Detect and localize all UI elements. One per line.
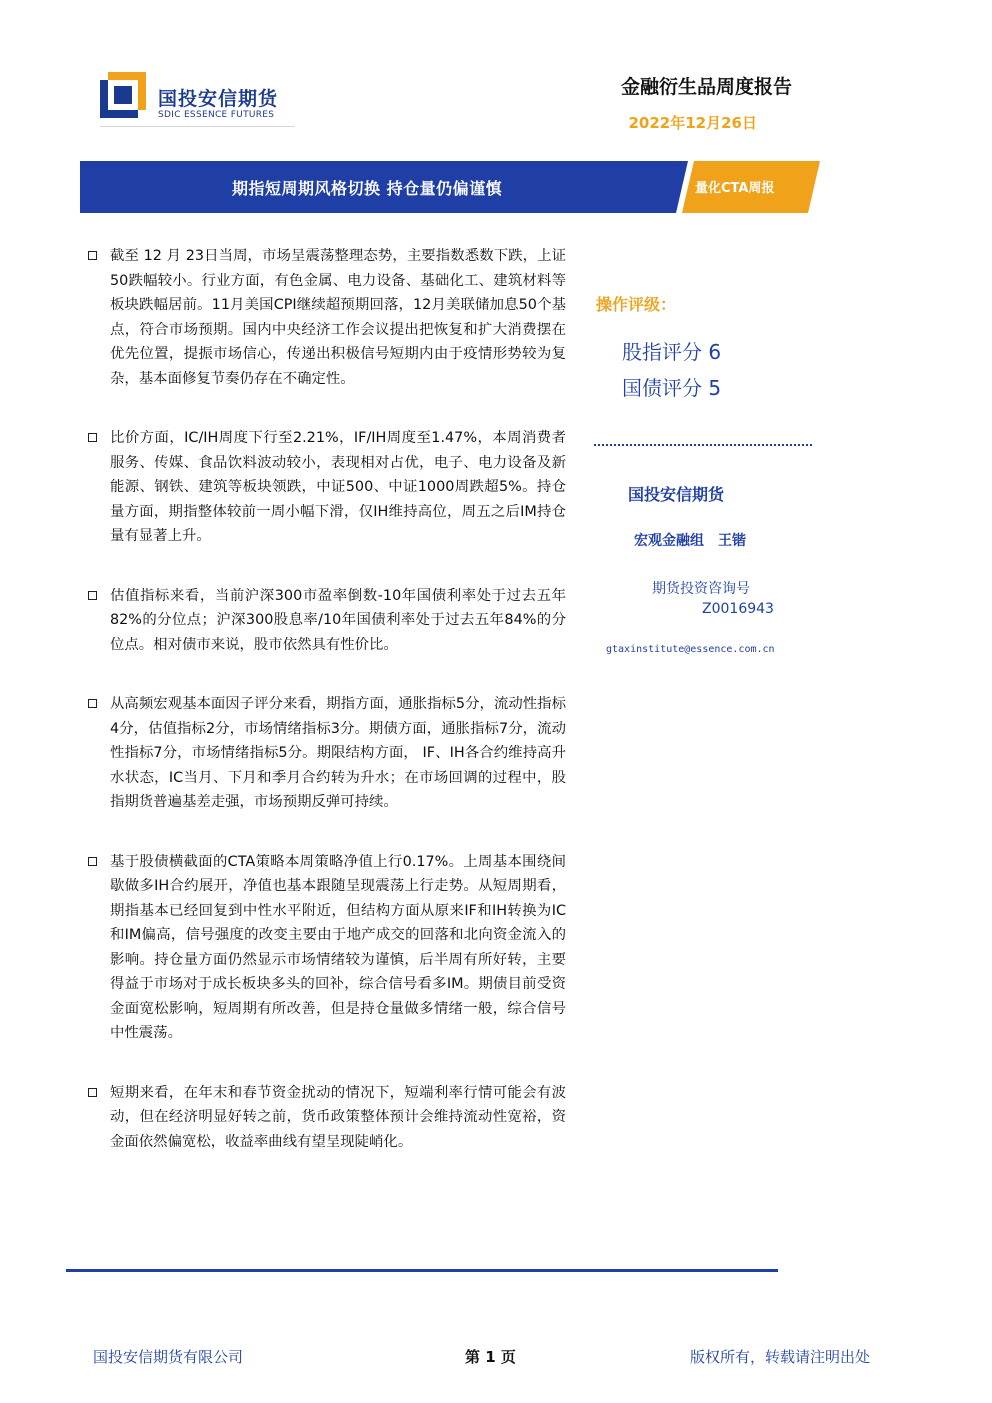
bond-rating: 国债评分 5	[622, 376, 722, 400]
main-content	[88, 244, 566, 1189]
paragraph	[88, 692, 566, 815]
logo-text-cn: 国投安信期货	[158, 88, 279, 110]
paragraph-text: 基于股债横截面的CTA策略本周策略净值上行0.17%。上周基本围绕间歇做多IH合约展开，净值也基本跟随呈现震荡上行走势。从短周期看，期指基本已经回复到中性水平附近，但结构方面从原来IF和IH转换为IC和IM偏高，信号强度的改变主要由于地产成交的回落和北向资金流入的影响。持仓量方面仍然显示市场情绪较为谨慎，后半周有所好转，主要得益于市场对于成长板块多头的回补，综合信号看多IM。期债目前受资金面宽松影响，短周期有所改善，但是持仓量做多情绪一般，综合信号中性震荡。	[110, 853, 566, 1041]
paragraph	[88, 584, 566, 658]
qualification-label: 期货投资咨询号	[652, 581, 750, 597]
paragraph	[88, 426, 566, 549]
qualification-number: Z0016943	[702, 601, 774, 617]
square-bullet-icon	[88, 857, 97, 866]
dotted-divider	[594, 444, 812, 446]
logo-underline	[100, 126, 295, 127]
rating-label: 操作评级：	[596, 295, 677, 314]
footer-company: 国投安信期货有限公司	[93, 1348, 244, 1366]
paragraph-text: 短期来看，在年末和春节资金扰动的情况下，短端利率行情可能会有波动，但在经济明显好转之前，货币政策整体预计会维持流动性宽裕，资金面依然偏宽松，收益率曲线有望呈现陡峭化。	[110, 1084, 566, 1150]
page-number: 第 1 页	[465, 1348, 516, 1366]
company-logo	[100, 72, 300, 128]
paragraph	[88, 1081, 566, 1155]
logo-mark-icon	[100, 72, 146, 118]
contact-email[interactable]: gtaxinstitute@essence.com.cn	[606, 644, 775, 655]
logo-text-en: SDIC ESSENCE FUTURES	[158, 110, 275, 120]
paragraph	[88, 850, 566, 1046]
footer-copyright: 版权所有，转载请注明出处	[690, 1348, 871, 1366]
paragraph-text: 截至 12 月 23日当周，市场呈震荡整理态势，主要指数悉数下跌，上证50跌幅较小。行业方面，有色金属、电力设备、基础化工、建筑材料等板块跌幅居前。11月美国CPI继续超预期回落，12月美联储加息50个基点，符合市场预期。国内中央经济工作会议提出把恢复和扩大消费摆在优先位置，提振市场信心，传递出积极信号短期内由于疫情形势较为复杂，基本面修复节奏仍存在不确定性。	[110, 248, 566, 387]
title-banner	[80, 161, 820, 213]
report-title: 金融衍生品周度报告	[620, 76, 792, 98]
square-bullet-icon	[88, 251, 97, 260]
paragraph-text: 从高频宏观基本面因子评分来看，期指方面，通胀指标5分，流动性指标4分，估值指标2分，市场情绪指标3分。期债方面，通胀指标7分，流动性指标7分，市场情绪指标5分。期限结构方面， IF、IH各合约维持高升水状态，IC当月、下月和季月合约转为升水；在市场回调的过程中，股指期货普遍基差走强，市场预期反弹可持续。	[110, 696, 566, 810]
analyst-team: 宏观金融组 王锴	[634, 533, 746, 549]
report-type-tag: 量化CTA周报	[695, 181, 775, 196]
footer-rule	[66, 1269, 778, 1272]
paragraph-text: 估值指标来看，当前沪深300市盈率倒数-10年国债利率处于过去五年82%的分位点；沪深300股息率/10年国债利率处于过去五年84%的分位点。相对债市来说，股市依然具有性价比。	[110, 587, 566, 653]
paragraph	[88, 244, 566, 391]
banner-title: 期指短周期风格切换 持仓量仍偏谨慎	[232, 179, 503, 198]
stock-index-rating: 股指评分 6	[622, 340, 722, 364]
square-bullet-icon	[88, 433, 97, 442]
report-date: 2022年12月26日	[628, 114, 757, 132]
paragraph-text: 比价方面，IC/IH周度下行至2.21%，IF/IH周度至1.47%，本周消费者服务、传媒、食品饮料波动较小，表现相对占优，电子、电力设备及新能源、钢铁、建筑等板块领跌，中证500、中证1000周跌超5%。持仓量方面，期指整体较前一周小幅下滑，仅IH维持高位，周五之后IM持仓量有显著上升。	[110, 430, 566, 544]
square-bullet-icon	[88, 699, 97, 708]
square-bullet-icon	[88, 591, 97, 600]
company-name: 国投安信期货	[628, 485, 725, 504]
square-bullet-icon	[88, 1088, 97, 1097]
